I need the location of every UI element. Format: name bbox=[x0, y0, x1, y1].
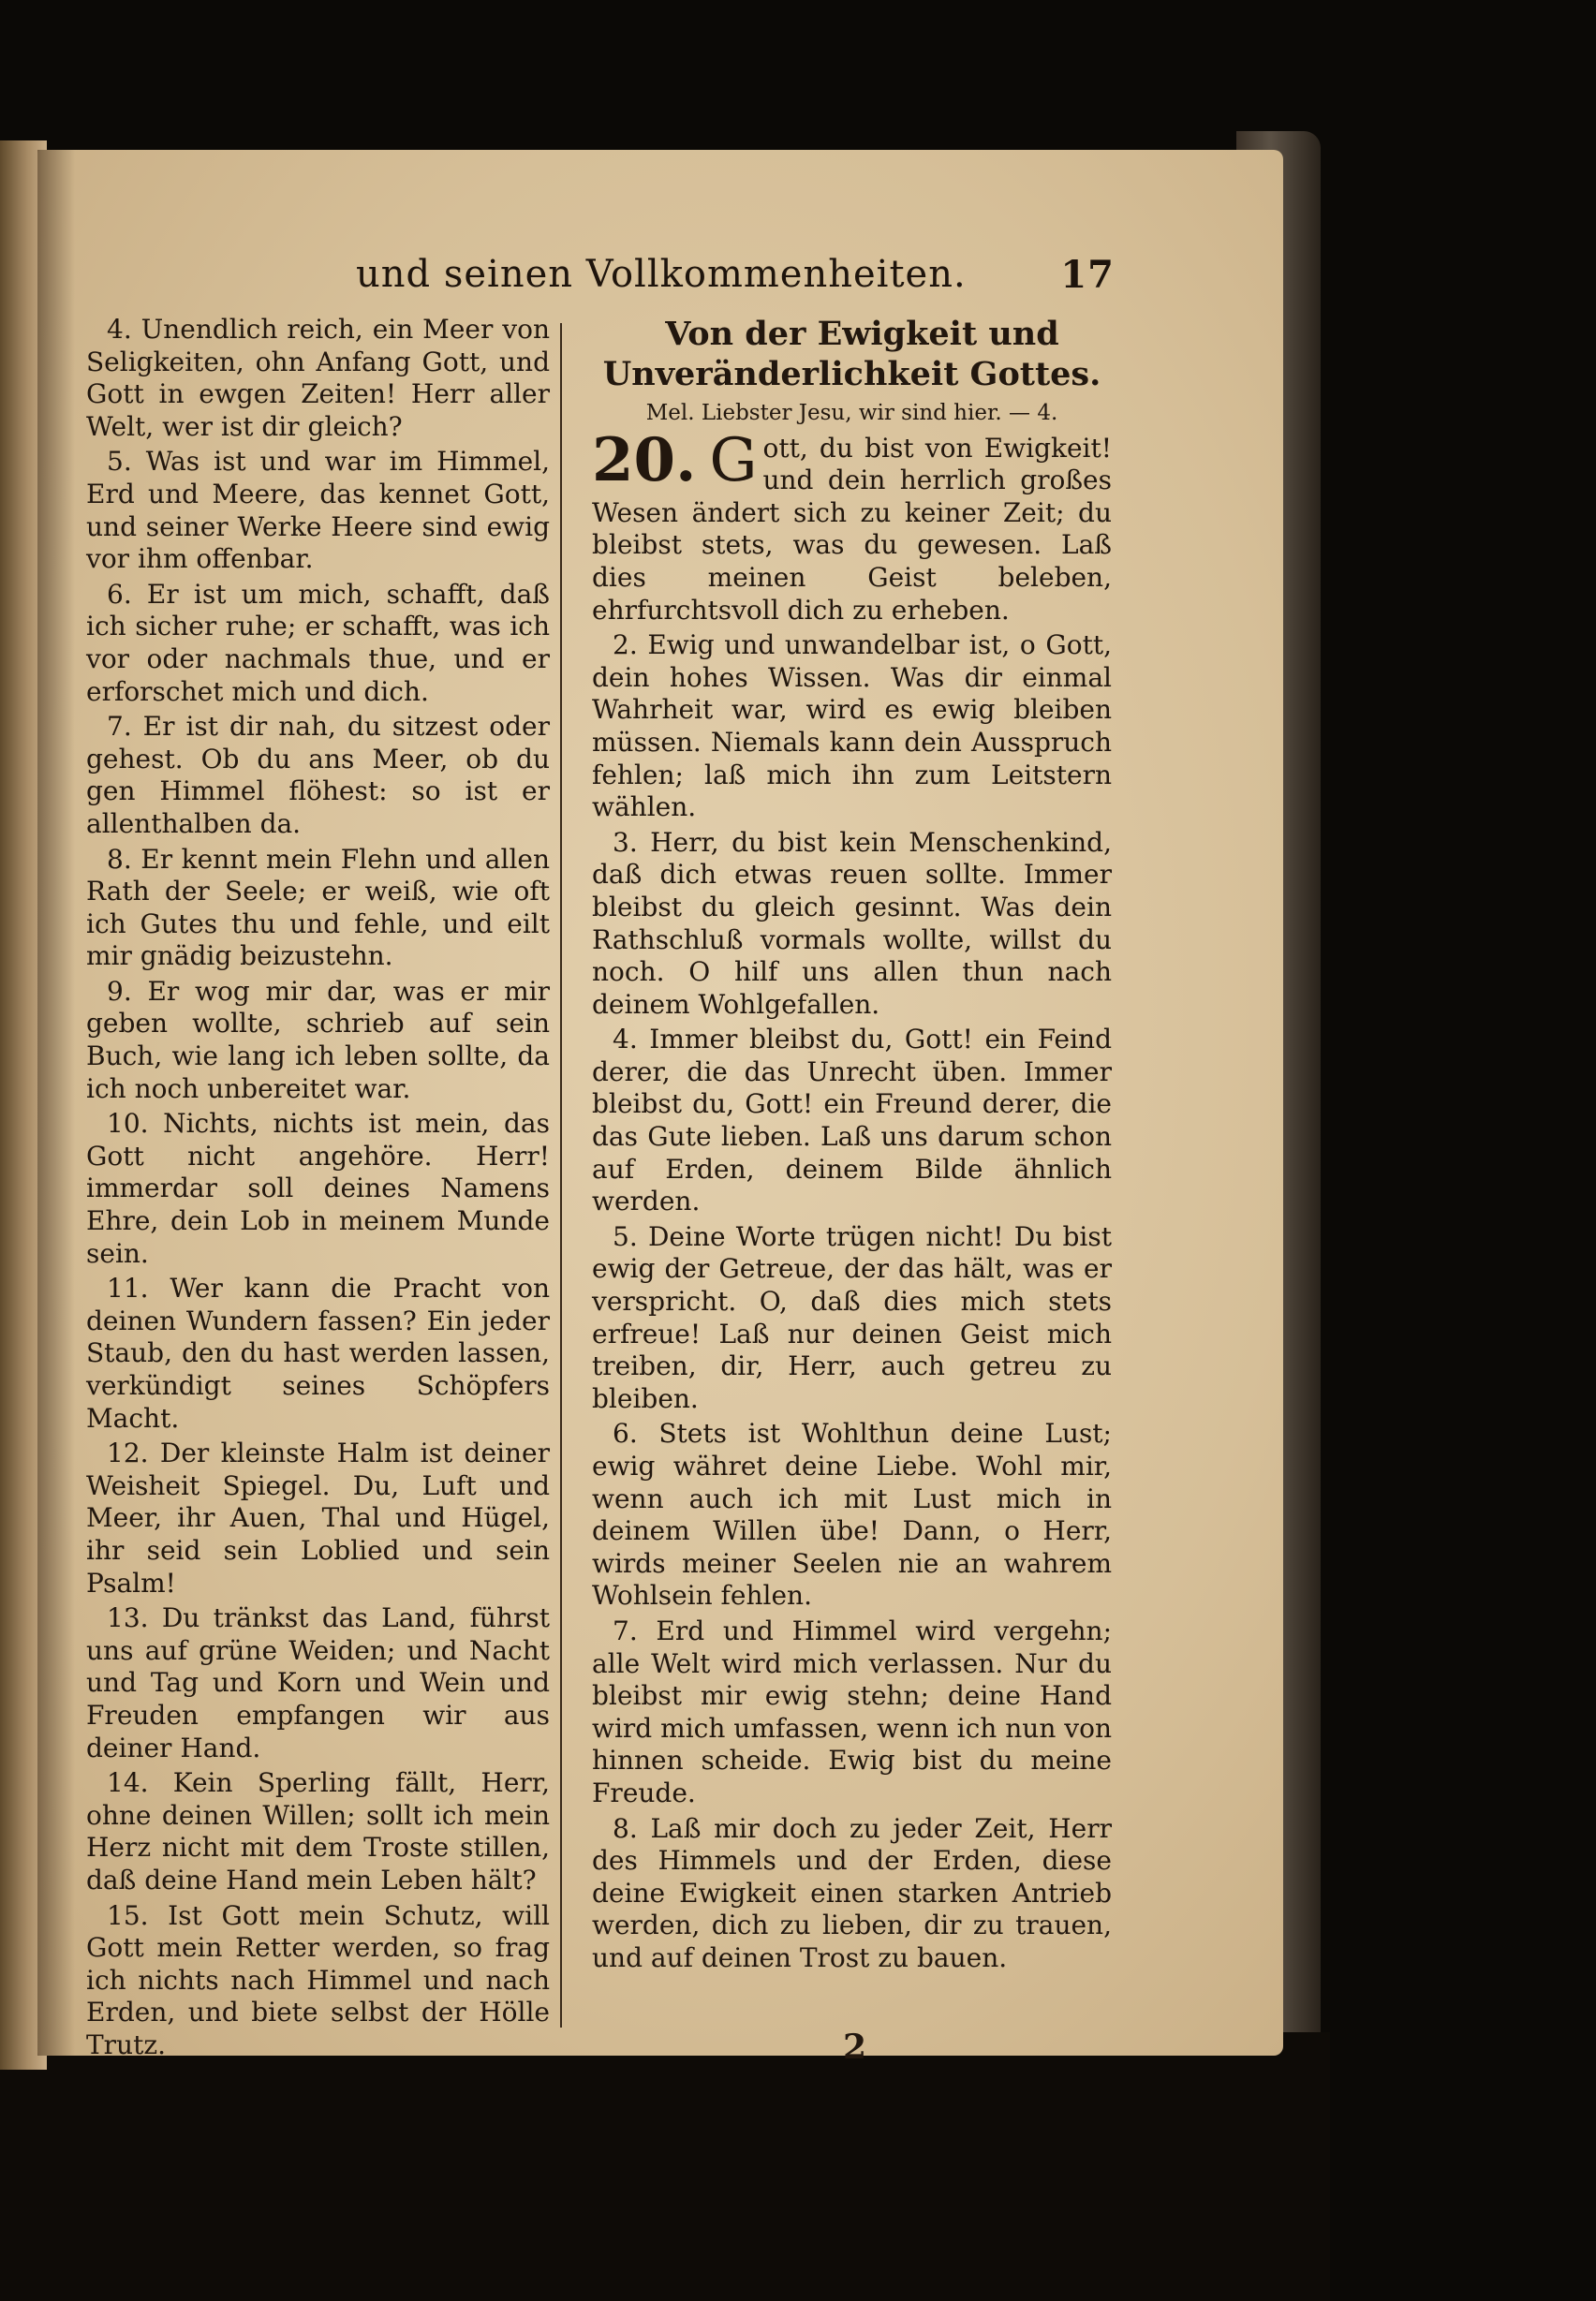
hymn-number: 20. bbox=[592, 424, 697, 495]
verse: 7. Erd und Himmel wird vergehn; alle Welt wird mich verlassen. Nur du bleibst mir ewig stehn; deine Hand wird mich umfassen, wenn ich nun von hinnen scheide. Ewig bist du meine Freude. bbox=[592, 1615, 1112, 1808]
verse: 5. Deine Worte trügen nicht! Du bist ewig der Getreue, der das hält, was er verspricht. O, daß dies mich stets erfreue! Laß nur deinen Geist mich treiben, dir, Herr, auch getreu zu bleiben. bbox=[592, 1220, 1112, 1414]
verse: 5. Was ist und war im Himmel, Erd und Meere, das kennet Gott, und seiner Werke Heere sind ewig vor ihm offenbar. bbox=[86, 446, 550, 575]
verse: 14. Kein Sperling fällt, Herr, ohne deinen Willen; sollt ich mein Herz nicht mit dem Troste stillen, daß deine Hand mein Leben hält? bbox=[86, 1767, 550, 1895]
first-verse-text: ott, du bist von Ewigkeit! und dein herrlich großes Wesen ändert sich zu keiner Zeit; du bleibst stets, was du gewesen. Laß dies meinen Geist beleben, ehrfurchtsvoll dich zu erheben. bbox=[592, 432, 1112, 626]
verse: 6. Stets ist Wohlthun deine Lust; ewig währet deine Liebe. Wohl mir, wenn auch ich mit Lust mich in deinem Willen übe! Dann, o Herr, wirds meiner Seelen nie an wahrem Wohlsein fehlen. bbox=[592, 1418, 1112, 1612]
page-number: 17 bbox=[1060, 253, 1115, 297]
signature-mark: 2 bbox=[843, 2028, 867, 2067]
verse: 8. Laß mir doch zu jeder Zeit, Herr des Himmels und der Erden, diese deine Ewigkeit einen starken Antrieb werden, dich zu lieben, dir zu trauen, und auf deinen Trost zu bauen. bbox=[592, 1812, 1112, 1973]
verse: 12. Der kleinste Halm ist deiner Weisheit Spiegel. Du, Luft und Meer, ihr Auen, Thal und Hügel, ihr seid sein Loblied und sein Psalm! bbox=[86, 1438, 550, 1599]
spine-shadow bbox=[37, 150, 75, 2056]
verse: 15. Ist Gott mein Schutz, will Gott mein Retter werden, so frag ich nichts nach Himmel und nach Erden, und biete selbst der Hölle Trutz. bbox=[86, 1899, 550, 2060]
right-column bbox=[592, 314, 1112, 1978]
left-column bbox=[86, 314, 550, 2064]
page-header bbox=[356, 253, 1115, 309]
column-divider bbox=[560, 323, 562, 2028]
section-title: Von der Ewigkeit und Unveränderlichkeit Gottes. bbox=[602, 315, 1101, 393]
verse: 8. Er kennt mein Flehn und allen Rath der Seele; er weiß, wie oft ich Gutes thu und fehle, und eilt mir gnädig beizustehn. bbox=[86, 843, 550, 972]
verse: 6. Er ist um mich, schafft, daß ich sicher ruhe; er schafft, was ich vor oder nachmals thue, und er erforschet mich und dich. bbox=[86, 578, 550, 707]
book-cover-background bbox=[0, 2032, 1330, 2301]
verse: 10. Nichts, nichts ist mein, das Gott nicht angehöre. Herr! immerdar soll deines Namens Ehre, dein Lob in meinem Munde sein. bbox=[86, 1108, 550, 1269]
running-title: und seinen Vollkommenheiten. bbox=[356, 253, 967, 296]
verse: 7. Er ist dir nah, du sitzest oder gehest. Ob du ans Meer, ob du gen Himmel flöhest: so ist er allenthalben da. bbox=[86, 711, 550, 839]
verse: 4. Unendlich reich, ein Meer von Seligkeiten, ohn Anfang Gott, und Gott in ewgen Zeiten! Herr aller Welt, wer ist dir gleich? bbox=[86, 314, 550, 442]
verse: 4. Immer bleibst du, Gott! ein Feind derer, die das Unrecht üben. Immer bleibst du, Gott! ein Freund derer, die das Gute lieben. Laß uns darum schon auf Erden, deinem Bilde ähnlich werden. bbox=[592, 1024, 1112, 1217]
drop-cap: G bbox=[709, 425, 758, 495]
verse: 2. Ewig und unwandelbar ist, o Gott, dein hohes Wissen. Was dir einmal Wahrheit war, wird es ewig bleiben müssen. Niemals kann dein Ausspruch fehlen; laß mich ihn zum Leitstern wählen. bbox=[592, 629, 1112, 823]
hymn-first-verse bbox=[592, 424, 1112, 627]
verse: 9. Er wog mir dar, was er mir geben wollte, schrieb auf sein Buch, wie lang ich leben sollte, da ich noch unbereitet war. bbox=[86, 975, 550, 1104]
verse: 13. Du tränkst das Land, führst uns auf grüne Weiden; und Nacht und Tag und Korn und Wein und Freuden empfangen wir aus deiner Hand. bbox=[86, 1602, 550, 1763]
melody-line: Mel. Liebster Jesu, wir sind hier. — 4. bbox=[645, 401, 1058, 425]
verse: 11. Wer kann die Pracht von deinen Wundern fassen? Ein jeder Staub, den du hast werden lassen, verkündigt seines Schöpfers Macht. bbox=[86, 1273, 550, 1434]
verse: 3. Herr, du bist kein Menschenkind, daß dich etwas reuen sollte. Immer bleibst du gleich gesinnt. Was dein Rathschluß vormals wollte, willst du noch. O hilf uns allen thun nach deinem Wohlgefallen. bbox=[592, 826, 1112, 1020]
